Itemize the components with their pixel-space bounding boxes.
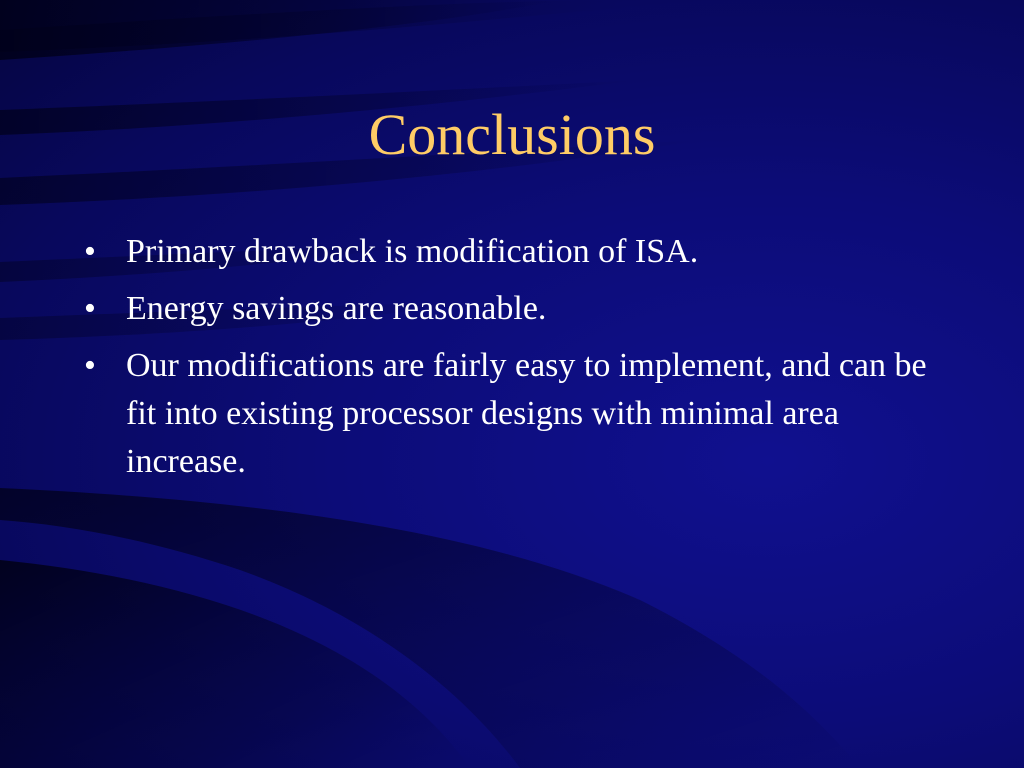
bullet-text: Primary drawback is modification of ISA. <box>126 233 699 270</box>
bullet-list <box>84 228 964 495</box>
bullet-item <box>84 342 964 486</box>
slide-title: Conclusions <box>368 102 656 167</box>
bullet-item <box>84 228 964 276</box>
bullet-text: Energy savings are reasonable. <box>126 290 547 327</box>
bullet-marker: • <box>84 290 96 327</box>
bullet-marker: • <box>84 233 96 270</box>
bullet-marker: • <box>84 347 96 384</box>
bullet-text: Our modifications are fairly easy to implement, and can be fit into existing processor designs with minimal area increase. <box>126 347 927 480</box>
bullet-item <box>84 285 964 333</box>
